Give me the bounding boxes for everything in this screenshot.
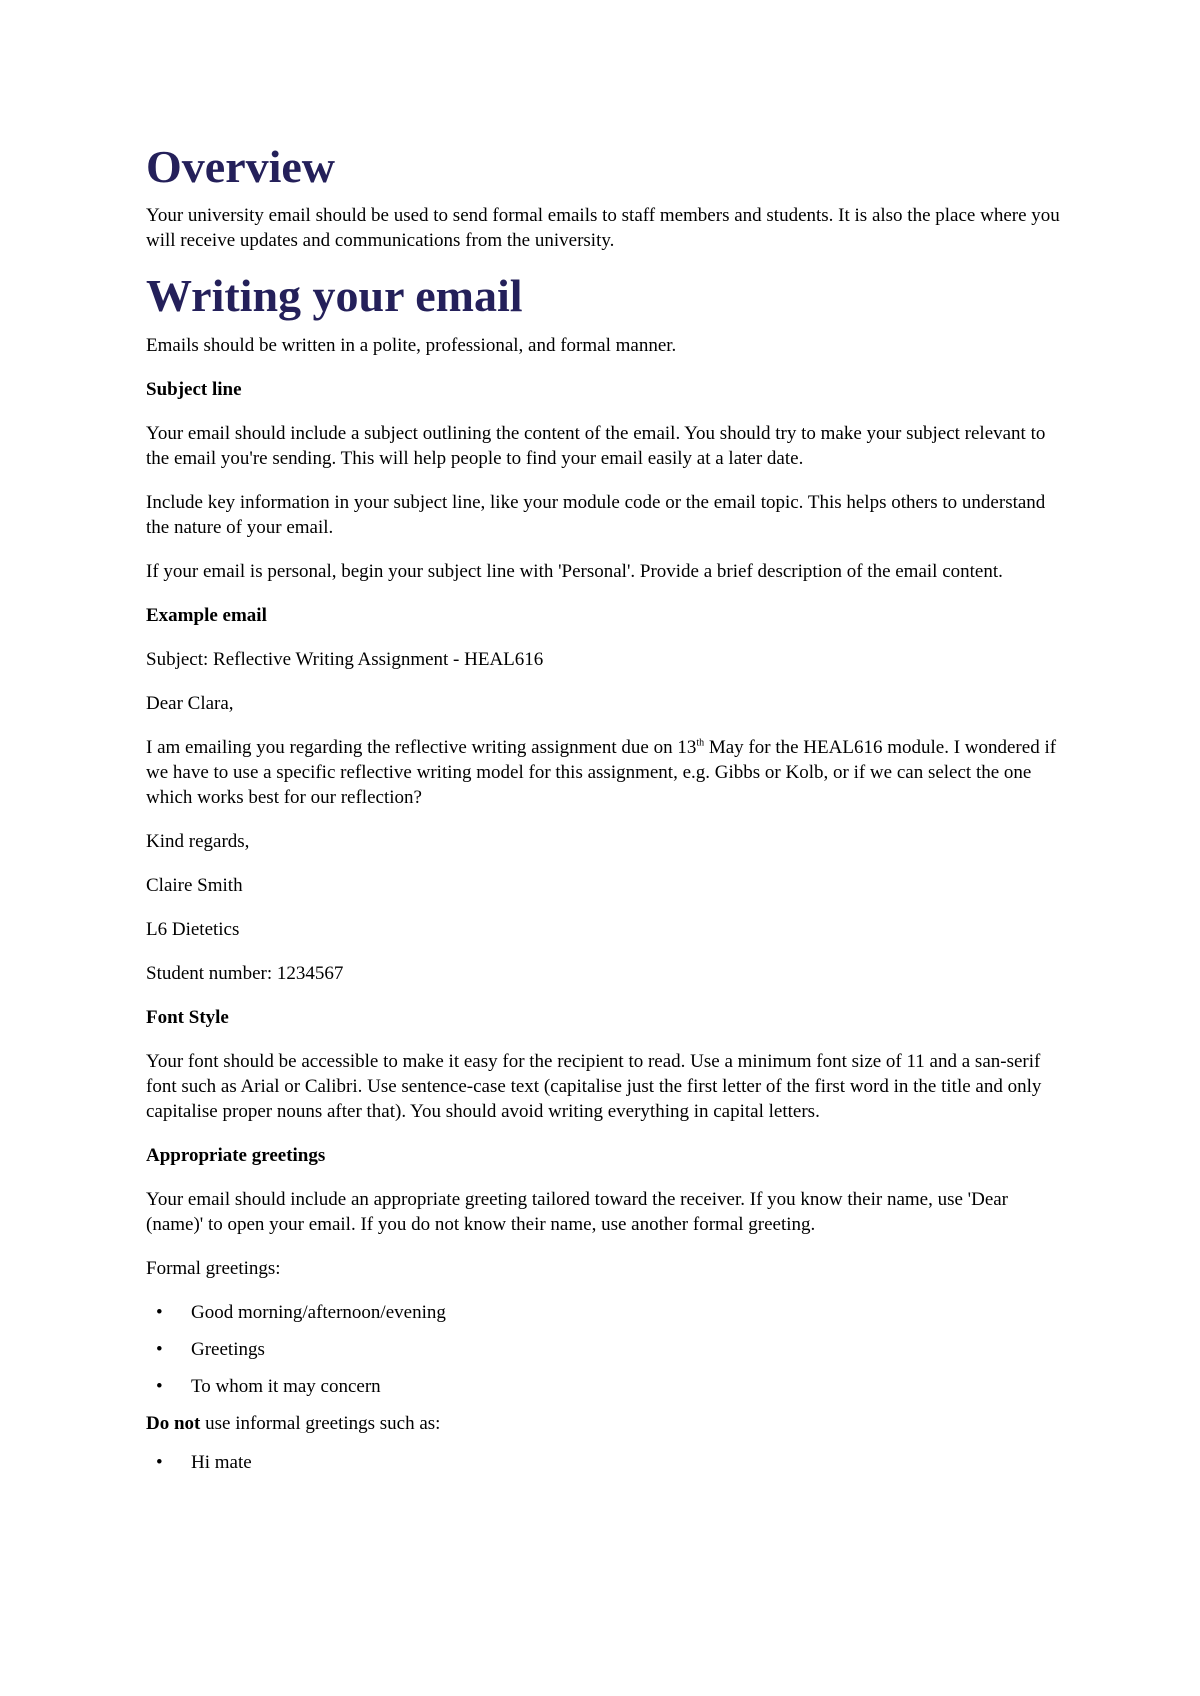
bullet-icon: • [156,1376,163,1398]
font-style-heading: Font Style [146,1007,229,1029]
greetings-paragraph: Your email should include an appropriate greeting tailored toward the receiver. If you know their name, use 'Dear (name)' to open your email. If you do not know their name, use another formal greeting. [146,1189,1009,1236]
list-item-text: Hi mate [191,1452,252,1474]
font-style-paragraph: Your font should be accessible to make it easy for the recipient to read. Use a minimum font size of 11 and a san-serif font such as Arial or Calibri. Use sentence-case text (capitalise just the first letter of the first word in the title and only capitalise proper nouns after that). You should avoid writing everything in capital letters. [146,1051,1042,1123]
list-item [146,1450,1066,1475]
example-email-signoff: Kind regards, [146,831,250,853]
document-page [146,142,1066,1487]
example-email-salutation: Dear Clara, [146,693,234,715]
example-email-student-number: Student number: 1234567 [146,963,344,985]
formal-greetings-list [146,1300,1066,1399]
overview-heading: Overview [146,141,336,192]
list-item-text: Good morning/afternoon/evening [191,1302,446,1324]
subject-line-paragraph-3: If your email is personal, begin your subject line with 'Personal'. Provide a brief description of the email content. [146,561,1003,583]
do-not-emphasis: Do not [146,1413,201,1435]
example-email-body-end: May for the HEAL616 module. I wondered if we have to use a specific reflective writing model for this assignment, e.g. Gibbs or Kolb, or if we can select the one which works best for our reflection? [146,737,1057,809]
list-item [146,1337,1066,1362]
subject-line-paragraph-2: Include key information in your subject line, like your module code or the email topic. This helps others to understand the nature of your email. [146,492,1046,539]
greetings-heading: Appropriate greetings [146,1145,326,1167]
informal-greetings-text: use informal greetings such as: [200,1413,441,1435]
list-item [146,1374,1066,1399]
writing-heading: Writing your email [146,269,523,321]
subject-line-heading: Subject line [146,379,242,401]
example-email-body-start: I am emailing you regarding the reflective writing assignment due on 13 [146,737,697,759]
bullet-icon: • [156,1452,163,1474]
example-email-name: Claire Smith [146,875,243,897]
informal-greetings-list [146,1450,1066,1475]
overview-paragraph: Your university email should be used to send formal emails to staff members and students. It is also the place where you will receive updates and communications from the university. [146,204,1060,251]
list-item-text: Greetings [191,1339,265,1361]
bullet-icon: • [156,1339,163,1361]
example-email-subject: Subject: Reflective Writing Assignment - HEAL616 [146,649,544,671]
example-email-heading: Example email [146,605,267,627]
writing-intro-paragraph: Emails should be written in a polite, professional, and formal manner. [146,335,677,357]
ordinal-suffix: th [696,737,705,749]
formal-greetings-label: Formal greetings: [146,1258,281,1280]
informal-greetings-label [146,1411,1066,1436]
example-email-course: L6 Dietetics [146,919,240,941]
list-item-text: To whom it may concern [191,1376,381,1398]
example-email-body [146,735,1066,810]
list-item [146,1300,1066,1325]
subject-line-paragraph-1: Your email should include a subject outlining the content of the email. You should try to make your subject relevant to the email you're sending. This will help people to find your email easily at a later date. [146,423,1046,470]
bullet-icon: • [156,1302,163,1324]
